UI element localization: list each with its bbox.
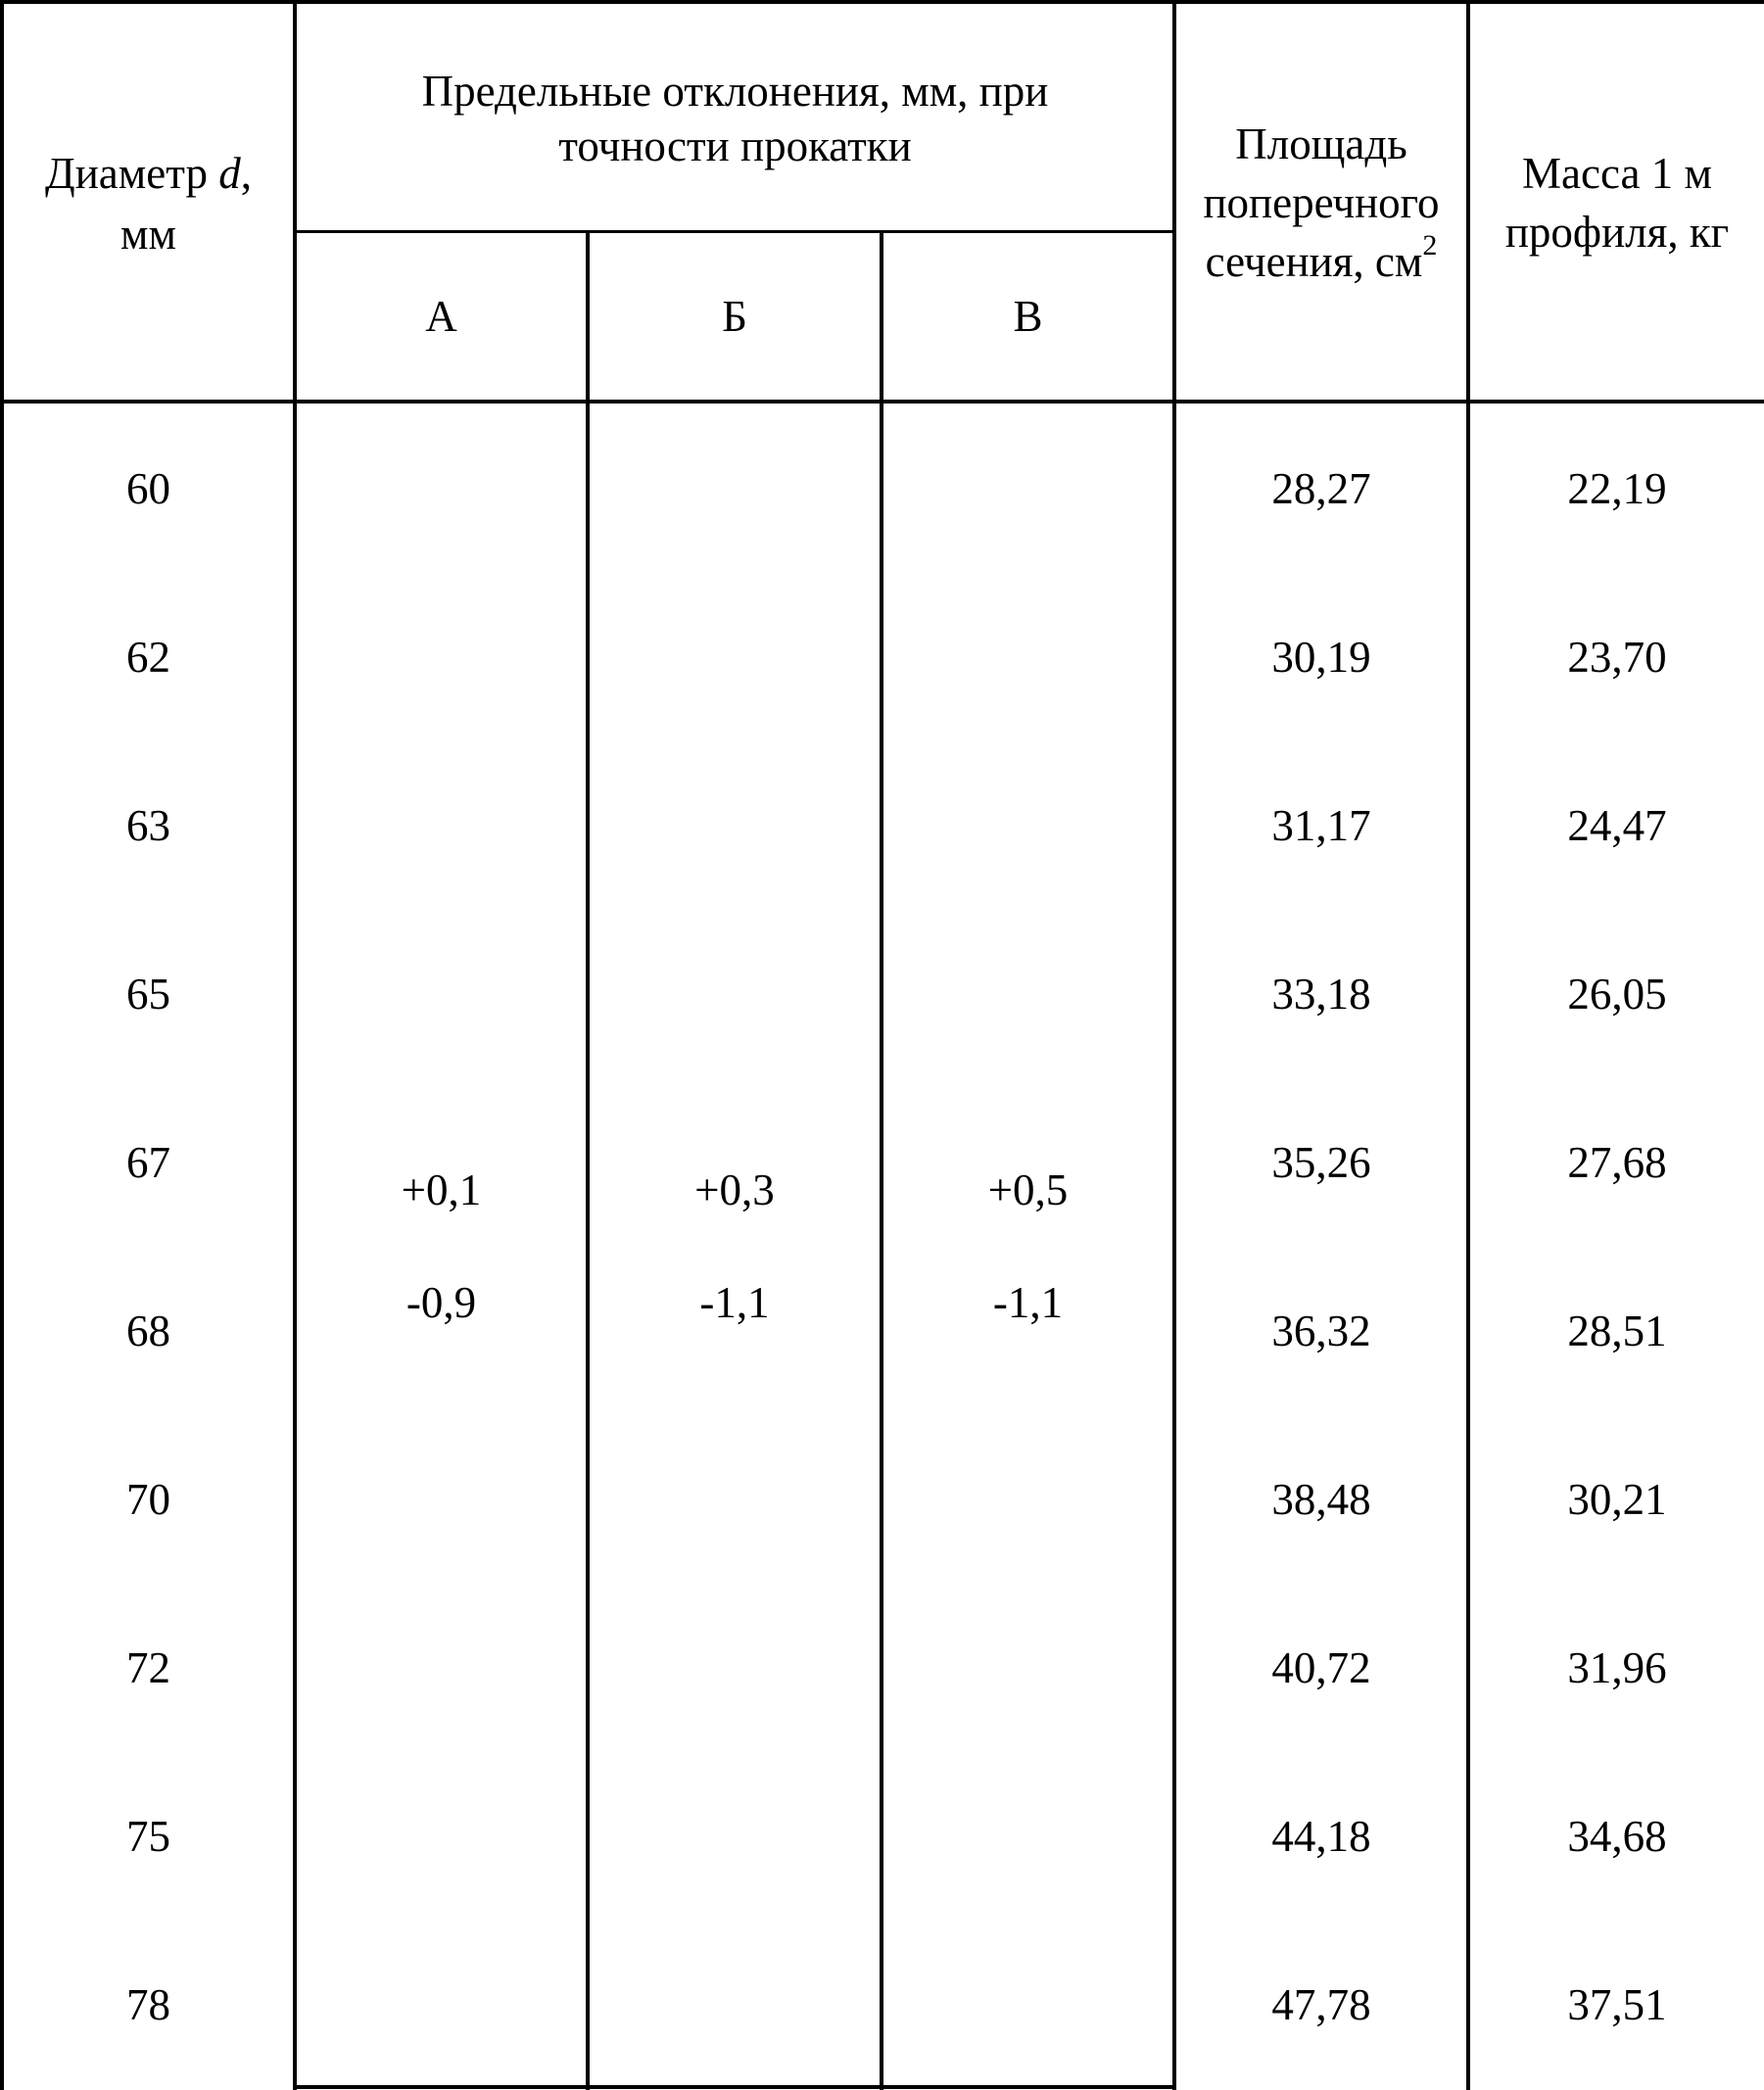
cell-area: 30,19 xyxy=(1271,633,1371,682)
cell-area: 28,27 xyxy=(1271,464,1371,513)
header-tolerances-line1: Предельные отклонения, мм, при xyxy=(421,67,1049,116)
cell-diameter: 67 xyxy=(126,1138,170,1187)
header-area-line1: Площадь xyxy=(1235,119,1407,168)
cell-area: 35,26 xyxy=(1271,1138,1371,1187)
cell-area: 38,48 xyxy=(1271,1475,1371,1524)
cell-diameter: 78 xyxy=(126,1980,170,2029)
header-subdivider xyxy=(293,230,1176,233)
col-divider-4 xyxy=(1172,0,1176,2090)
header-area-exponent: 2 xyxy=(1422,229,1438,261)
header-area-unit: сечения, см xyxy=(1205,237,1423,286)
cell-mass: 28,51 xyxy=(1567,1306,1667,1355)
cell-mass: 26,05 xyxy=(1567,970,1667,1019)
table-bottom-rule xyxy=(293,2085,1176,2089)
cell-mass: 37,51 xyxy=(1567,1980,1667,2029)
cell-diameter: 70 xyxy=(126,1475,170,1524)
cell-diameter: 60 xyxy=(126,464,170,513)
tolerance-c-upper: +0,5 xyxy=(987,1165,1069,1214)
header-diameter-symbol: d xyxy=(218,149,241,198)
header-tolerances-line2: точности прокатки xyxy=(558,121,912,170)
cell-area: 44,18 xyxy=(1271,1812,1371,1861)
cell-mass: 31,96 xyxy=(1567,1643,1667,1692)
header-area-line2: поперечного xyxy=(1203,178,1440,227)
cell-area: 36,32 xyxy=(1271,1306,1371,1355)
tolerance-a-lower: -0,9 xyxy=(405,1278,477,1327)
header-diameter-label: Диаметр xyxy=(45,149,208,198)
header-class-a: А xyxy=(425,292,457,341)
header-class-b: Б xyxy=(722,292,747,341)
cell-area: 40,72 xyxy=(1271,1643,1371,1692)
cell-mass: 27,68 xyxy=(1567,1138,1667,1187)
header-mass-line1: Масса 1 м xyxy=(1522,149,1712,198)
header-diameter-sep: , xyxy=(240,149,252,198)
cell-diameter: 63 xyxy=(126,801,170,850)
table-border-top xyxy=(0,0,1764,4)
header-diameter xyxy=(4,145,293,203)
table-border-left xyxy=(0,0,4,2090)
cell-mass: 22,19 xyxy=(1567,464,1667,513)
header-area-line3 xyxy=(1176,229,1466,291)
cell-diameter: 62 xyxy=(126,633,170,682)
cell-mass: 24,47 xyxy=(1567,801,1667,850)
cell-diameter: 72 xyxy=(126,1643,170,1692)
cell-diameter: 65 xyxy=(126,970,170,1019)
cell-mass: 30,21 xyxy=(1567,1475,1667,1524)
header-class-c: В xyxy=(1013,292,1043,341)
cell-mass: 23,70 xyxy=(1567,633,1667,682)
cell-area: 33,18 xyxy=(1271,970,1371,1019)
cell-area: 47,78 xyxy=(1271,1980,1371,2029)
cell-mass: 34,68 xyxy=(1567,1812,1667,1861)
tolerance-a-upper: +0,1 xyxy=(401,1165,482,1214)
header-mass-line2: профиля, кг xyxy=(1504,208,1730,257)
header-diameter-unit: мм xyxy=(120,210,176,259)
cell-diameter: 75 xyxy=(126,1812,170,1861)
cell-area: 31,17 xyxy=(1271,801,1371,850)
col-divider-5 xyxy=(1466,0,1470,2090)
tolerance-b-upper: +0,3 xyxy=(694,1165,775,1214)
header-bottom-rule xyxy=(0,400,1764,404)
tolerance-c-lower: -1,1 xyxy=(992,1278,1064,1327)
tolerance-b-lower: -1,1 xyxy=(699,1278,770,1327)
cell-diameter: 68 xyxy=(126,1306,170,1355)
